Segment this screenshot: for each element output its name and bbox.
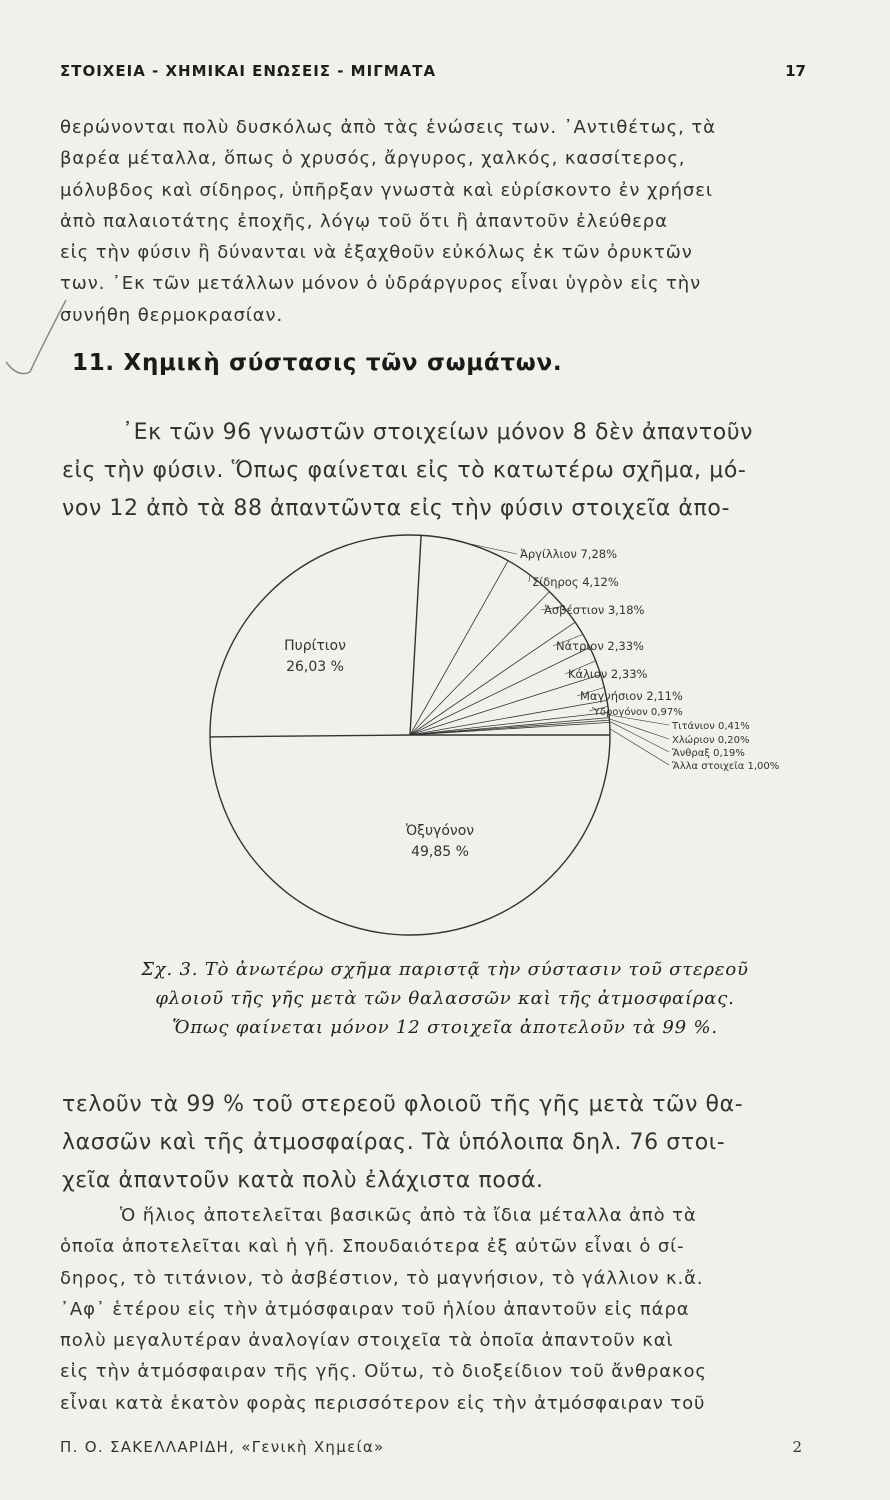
- paragraph-1: [60, 112, 808, 331]
- text-line: εἰς τὴν φύσιν ἢ δύνανται νὰ ἐξαχθοῦν εὐκόλως ἐκ τῶν ὀρυκτῶν: [60, 242, 693, 264]
- text-line: εἰς τὴν ἀτμόσφαιραν τῆς γῆς. Οὕτω, τὸ διοξείδιον τοῦ ἄνθρακος: [60, 1361, 707, 1383]
- paragraph-2: [62, 414, 810, 528]
- text-line: τελοῦν τὰ 99 % τοῦ στερεοῦ φλοιοῦ τῆς γῆς μετὰ τῶν θα-: [62, 1092, 744, 1117]
- slice-label: Ὑδρογόνον 0,97%: [592, 707, 683, 718]
- slice-label: Ἀσβέστιον 3,18%: [544, 603, 645, 617]
- text-line: δηρος, τὸ τιτάνιον, τὸ ἀσβέστιον, τὸ μαγνήσιον, τὸ γάλλιον κ.ἄ.: [60, 1267, 704, 1289]
- footer-signature-mark: 2: [792, 1438, 802, 1456]
- running-title: ΣΤΟΙΧΕΙΑ - ΧΗΜΙΚΑΙ ΕΝΩΣΕΙΣ - ΜΙΓΜΑΤΑ: [60, 62, 437, 80]
- slice-label: Ἄνθραξ 0,19%: [672, 748, 745, 759]
- slice-value-label: 26,03 %: [286, 659, 344, 675]
- pie-slice-13-edge: [410, 722, 610, 735]
- pie-slice-5-edge: [410, 592, 550, 735]
- leader-line: [609, 719, 669, 739]
- pie-slice-9-edge: [410, 700, 607, 735]
- page-footer: [60, 1438, 806, 1462]
- text-line: λασσῶν καὶ τῆς ἀτμοσφαίρας. Τὰ ὑπόλοιπα δηλ. 76 στοι-: [62, 1130, 726, 1155]
- page-header: [60, 62, 806, 90]
- slice-label: Μαγνήσιον 2,11%: [580, 689, 683, 703]
- text-line: ᾽Εκ τῶν 96 γνωστῶν στοιχείων μόνον 8 δὲν ἀπαντοῦν: [122, 420, 754, 445]
- paragraph-3: [62, 1086, 810, 1200]
- text-line: εἰς τὴν φύσιν. Ὅπως φαίνεται εἰς τὸ κατωτέρω σχῆμα, μό-: [62, 458, 747, 483]
- slice-label: Σίδηρος 4,12%: [532, 575, 619, 589]
- slice-label: Ἄλλα στοιχεῖα 1,00%: [672, 761, 780, 772]
- text-line: θερώνονται πολὺ δυσκόλως ἀπὸ τὰς ἑνώσεις των. ᾽Αντιθέτως, τὰ: [60, 117, 716, 138]
- text-line: Ὁ ἥλιος ἀποτελεῖται βασικῶς ἀπὸ τὰ ἴδια μέταλλα ἀπὸ τὰ: [120, 1205, 697, 1226]
- paragraph-4: [60, 1200, 808, 1419]
- pie-slice-10-edge: [410, 712, 609, 735]
- caption-line: Ὅπως φαίνεται μόνον 12 στοιχεῖα ἀποτελοῦν τὰ 99 %.: [172, 1017, 718, 1038]
- text-line: ᾽Αφ᾽ ἑτέρου εἰς τὴν ἀτμόσφαιραν τοῦ ἡλίου ἀπαντοῦν εἰς πάρα: [60, 1298, 690, 1320]
- text-line: μόλυβδος καὶ σίδηρος, ὑπῆρξαν γνωστὰ καὶ εὑρίσκοντο ἐν χρήσει: [60, 179, 713, 201]
- pie-slice-6-edge: [410, 622, 575, 735]
- page-number: 17: [785, 62, 806, 80]
- pie-slice-3-edge: [410, 535, 421, 735]
- caption-line: Σχ. 3. Τὸ ἀνωτέρω σχῆμα παριστᾷ τὴν σύστασιν τοῦ στερεοῦ: [141, 959, 749, 980]
- pie-chart: [180, 530, 810, 950]
- text-line: ὁποῖα ἀποτελεῖται καὶ ἡ γῆ. Σπουδαιότερα ἐξ αὐτῶν εἶναι ὁ σί-: [60, 1236, 685, 1258]
- slice-label: Νάτριον 2,33%: [556, 639, 644, 653]
- pencil-check-mark: [0, 290, 70, 390]
- slice-label: Ἀργίλλιον 7,28%: [520, 547, 618, 561]
- leader-line: [610, 729, 669, 765]
- slice-label: Κάλιον 2,33%: [568, 667, 648, 681]
- text-line: συνήθη θερμοκρασίαν.: [60, 304, 284, 326]
- text-line: νον 12 ἀπὸ τὰ 88 ἀπαντῶντα εἰς τὴν φύσιν στοιχεῖα ἀπο-: [62, 496, 730, 521]
- figure-caption: [80, 955, 810, 1042]
- footer-author-title: Π. Ο. ΣΑΚΕΛΛΑΡΙΔΗ, «Γενικὴ Χημεία»: [60, 1438, 385, 1456]
- caption-line: φλοιοῦ τῆς γῆς μετὰ τῶν θαλασσῶν καὶ τῆς ἀτμοσφαίρας.: [155, 988, 735, 1009]
- slice-label: Ὀξυγόνον: [405, 823, 475, 839]
- slice-label: Τιτάνιον 0,41%: [672, 721, 750, 732]
- text-line: των. ᾽Εκ τῶν μετάλλων μόνον ὁ ὑδράργυρος εἶναι ὑγρὸν εἰς τὴν: [60, 273, 702, 295]
- slice-label: Χλώριον 0,20%: [672, 735, 750, 746]
- slice-label: Πυρίτιον: [284, 638, 346, 654]
- pie-slice-2-edge: [210, 735, 410, 737]
- leader-line: [529, 575, 530, 582]
- slice-value-label: 49,85 %: [411, 844, 469, 860]
- text-line: πολὺ μεγαλυτέραν ἀναλογίαν στοιχεῖα τὰ ὁποῖα ἀπαντοῦν καὶ: [60, 1330, 674, 1352]
- text-line: βαρέα μέταλλα, ὅπως ὁ χρυσός, ἄργυρος, χαλκός, κασσίτερος,: [60, 148, 686, 170]
- text-line: χεῖα ἀπαντοῦν κατὰ πολὺ ἐλάχιστα ποσά.: [62, 1168, 544, 1193]
- text-line: εἶναι κατὰ ἑκατὸν φορὰς περισσότερον εἰς τὴν ἀτμόσφαιραν τοῦ: [60, 1392, 706, 1414]
- section-heading: 11. Χημικὴ σύστασις τῶν σωμάτων.: [72, 350, 563, 376]
- pie-chart-figure: [180, 530, 810, 950]
- leader-line: [610, 721, 670, 752]
- text-line: ἀπὸ παλαιοτάτης ἐποχῆς, λόγῳ τοῦ ὅτι ἢ ἀπαντοῦν ἐλεύθερα: [60, 210, 668, 232]
